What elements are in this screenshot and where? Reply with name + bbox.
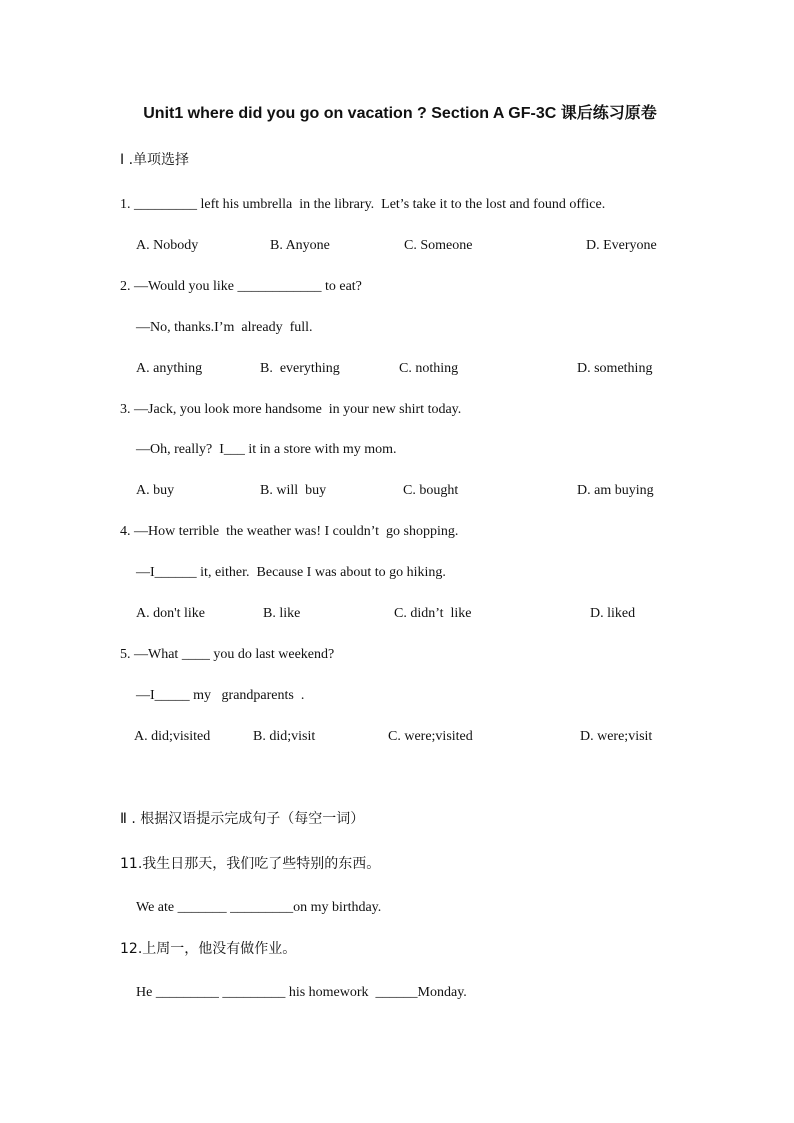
question-1-stem: 1. _________ left his umbrella in the library. Let’s take it to the lost and found office. (120, 197, 606, 212)
question-3-option-a: A. buy (136, 483, 175, 498)
question-4-response: —I______ it, either. Because I was about to go hiking. (136, 565, 446, 580)
question-4-stem: 4. —How terrible the weather was! I couldn’t go shopping. (120, 524, 459, 539)
item-12-prompt: 12.上周一，他没有做作业。 (120, 941, 297, 957)
question-5-option-b: B. did;visit (253, 729, 316, 744)
question-2-option-c: C. nothing (399, 361, 459, 376)
question-2-response: —No, thanks.I’m already full. (136, 320, 313, 335)
question-2-option-a: A. anything (136, 361, 203, 376)
question-3-response: —Oh, really? I___ it in a store with my mom. (136, 442, 397, 457)
question-5-response: —I_____ my grandparents . (136, 688, 305, 703)
question-4-option-a: A. don't like (136, 606, 206, 621)
item-12-answer-line: He _________ _________ his homework ______Monday. (136, 985, 467, 1000)
item-11-answer-line: We ate _______ _________on my birthday. (136, 900, 382, 915)
item-11-prompt: 11.我生日那天，我们吃了些特别的东西。 (120, 856, 381, 872)
question-5-option-a: A. did;visited (134, 729, 211, 744)
question-1-option-b: B. Anyone (270, 238, 330, 253)
page-title: Unit1 where did you go on vacation ? Section A GF-3C 课后练习原卷 (143, 105, 657, 122)
question-5-option-c: C. were;visited (388, 729, 473, 744)
question-3-option-d: D. am buying (577, 483, 654, 498)
question-4-option-d: D. liked (590, 606, 636, 621)
question-4-option-c: C. didn’t like (394, 606, 472, 621)
question-3-stem: 3. —Jack, you look more handsome in your new shirt today. (120, 402, 462, 417)
question-2-option-d: D. something (577, 361, 653, 376)
question-2-stem: 2. —Would you like ____________ to eat? (120, 279, 362, 294)
question-1-option-a: A. Nobody (136, 238, 199, 253)
section-2-heading: Ⅱ . 根据汉语提示完成句子（每空一词） (120, 811, 365, 827)
question-5-option-d: D. were;visit (580, 729, 653, 744)
question-3-option-c: C. bought (403, 483, 459, 498)
question-4-option-b: B. like (263, 606, 301, 621)
question-5-stem: 5. —What ____ you do last weekend? (120, 647, 335, 662)
question-3-option-b: B. will buy (260, 483, 327, 498)
question-1-option-c: C. Someone (404, 238, 473, 253)
question-1-option-d: D. Everyone (586, 238, 657, 253)
question-2-option-b: B. everything (260, 361, 340, 376)
section-1-heading: Ⅰ .单项选择 (120, 152, 190, 168)
